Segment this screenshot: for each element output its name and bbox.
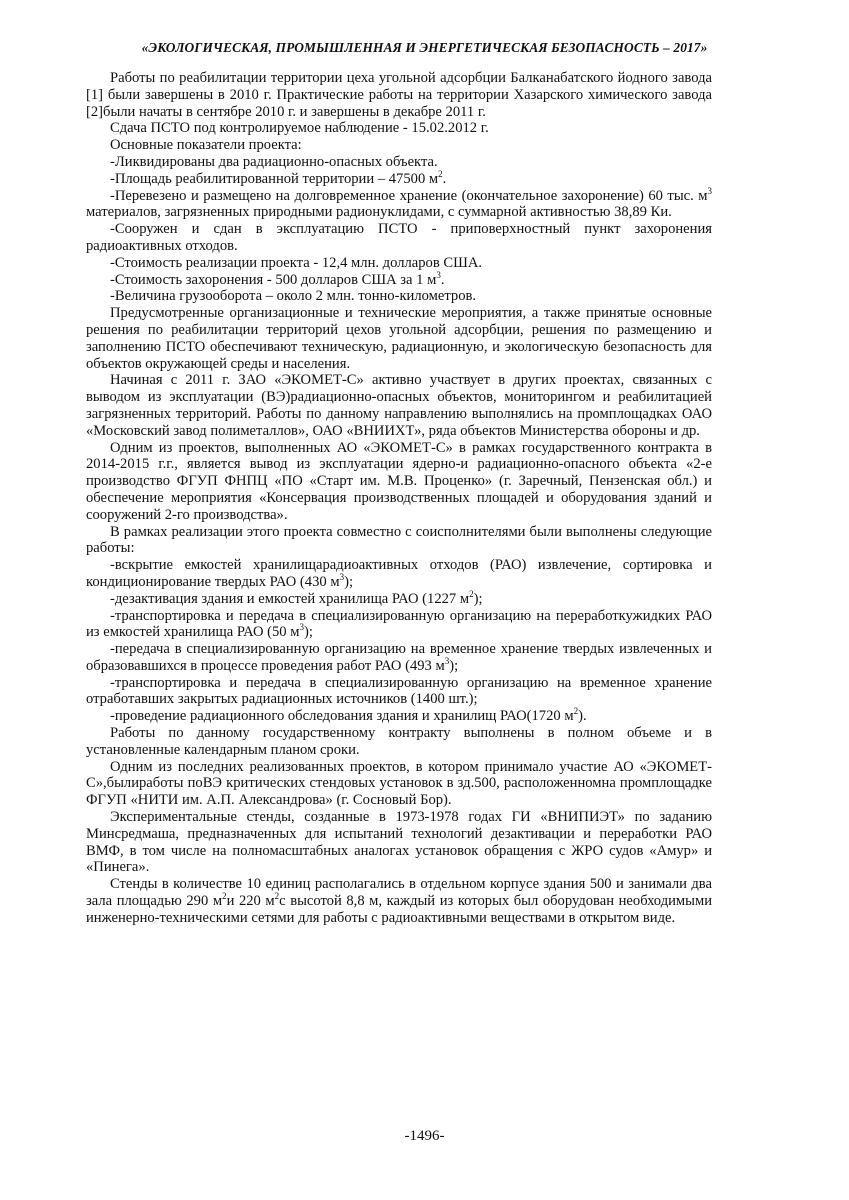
text-run: -Перевезено и размещено на долговременное хранение (окончательное захоронение) 60 тыс. м bbox=[110, 187, 708, 204]
running-header: «ЭКОЛОГИЧЕСКАЯ, ПРОМЫШЛЕННАЯ И ЭНЕРГЕТИЧЕСКАЯ БЕЗОПАСНОСТЬ – 2017» bbox=[141, 40, 708, 55]
superscript: 3 bbox=[444, 656, 450, 667]
paragraph bbox=[86, 557, 712, 591]
text-run: -дезактивация здания и емкостей хранилища РАО (1227 м bbox=[110, 590, 470, 607]
text-run: Стенды в количестве 10 единиц располагались в отдельном корпусе здания 500 и занимали два зала площадью 290 м bbox=[86, 876, 712, 910]
paragraph: -Ликвидированы два радиационно-опасных объекта. bbox=[110, 153, 438, 170]
paragraph bbox=[86, 608, 712, 642]
text-run: материалов, загрязненных природными радионуклидами, с суммарной активностью 38,89 Ки. bbox=[86, 204, 672, 221]
text-run: . bbox=[442, 170, 447, 187]
text-run: ). bbox=[578, 708, 587, 725]
paragraph: Одним из последних реализованных проектов, в котором принимало участие АО «ЭКОМЕТ-С»,былиработы поВЭ критических стендовых установок в зд.500, расположенномна промплощадке ФГУП «НИТИ им. А.П. Александрова» (г. Сосновый Бор). bbox=[86, 758, 712, 809]
paragraph: -Сооружен и сдан в эксплуатацию ПСТО - приповерхностный пункт захоронения радиоактивных отходов. bbox=[86, 221, 712, 254]
paragraph bbox=[86, 269, 712, 289]
text-run: -транспортировка и передача в специализированную организацию на переработкужидких РАО из емкостей хранилища РАО (50 м bbox=[86, 607, 712, 641]
text-run: с высотой 8,8 м, каждый из которых был оборудован необходимыми инженерно-техническими сетями для работы с радиоактивными веществами в открытом виде. bbox=[86, 893, 713, 926]
superscript: 3 bbox=[339, 572, 345, 583]
text-run: -Стоимость захоронения - 500 долларов США за 1 м bbox=[110, 271, 437, 288]
paragraph: В рамках реализации этого проекта совместно с соисполнителями были выполнены следующие работы: bbox=[86, 523, 712, 557]
superscript: 3 bbox=[707, 185, 712, 196]
text-run: ); bbox=[473, 590, 483, 607]
paragraph: -Величина грузооборота – около 2 млн. тонно-километров. bbox=[110, 288, 477, 305]
paragraph: -Стоимость реализации проекта - 12,4 млн. долларов США. bbox=[110, 254, 483, 271]
paragraph: Основные показатели проекта: bbox=[110, 137, 302, 154]
superscript: 2 bbox=[573, 706, 579, 717]
paragraph bbox=[86, 708, 712, 725]
superscript: 3 bbox=[299, 622, 304, 633]
paragraph: Работы по реабилитации территории цеха угольной адсорбции Балканабатского йодного завода [1] были завершены в 2010 г. Практические работы на территории Хазарского химического завода [2]были начаты в сентябре 2010 г. и завершены в декабре 2011 г. bbox=[86, 70, 712, 120]
superscript: 3 bbox=[436, 269, 441, 280]
page-number: -1496- bbox=[404, 1128, 445, 1144]
superscript: 2 bbox=[274, 891, 280, 902]
text-run: -проведение радиационного обследования здания и хранилищ РАО(1720 м bbox=[110, 708, 574, 725]
paragraph bbox=[86, 641, 712, 675]
paragraph: Работы по данному государственному контракту выполнены в полном объеме и в установленные календарным планом сроки. bbox=[86, 725, 712, 758]
paragraph bbox=[86, 168, 712, 188]
text-run: ); bbox=[344, 573, 353, 590]
text-run: и 220 м bbox=[226, 893, 275, 910]
text-run: ); bbox=[449, 657, 459, 674]
paragraph bbox=[86, 876, 712, 926]
paragraph: Начиная с 2011 г. ЗАО «ЭКОМЕТ-С» активно участвует в других проектах, связанных с выводом из эксплуатации (ВЭ)радиационно-опасных объектов, мониторингом и реабилитацией загрязненных территорий. Работы по данному направлению выполнялись на промплощадках ОАО «Московский завод полиметаллов», ОАО «ВНИИХТ», ряда объектов Министерства обороны и др. bbox=[86, 372, 712, 439]
article-body bbox=[86, 70, 712, 927]
text-run: . bbox=[440, 271, 445, 288]
paragraph: Одним из проектов, выполненных АО «ЭКОМЕТ-С» в рамках государственного контракта в 2014-2015 г.г., является вывод из эксплуатации ядерно-и радиационно-опасного объекта «2-е производство ФГУП ФНПЦ «ПО «Старт им. М.В. Проценко» (г. Заречный, Пензенская обл.) и обеспечение мероприятия «Консервация производственных площадей и оборудования зданий и сооружений 2-го производства». bbox=[86, 439, 712, 523]
paragraph: Предусмотренные организационные и технические мероприятия, а также принятые основные решения по реабилитации территорий цехов угольной адсорбции, решения по размещению и заполнению ПСТО обеспечивают техническую, радиационную, и экологическую безопасность для объектов окружающей среды и населения. bbox=[86, 305, 712, 372]
text-run: -вскрытие емкостей хранилищарадиоактивных отходов (РАО) извлечение, сортировка и кондиционирование твердых РАО (430 м bbox=[86, 557, 712, 590]
text-run: -передача в специализированную организацию на временное хранение твердых извлеченных и образовавшихся в процессе проведения работ РАО (493 м bbox=[86, 641, 712, 674]
paragraph: -транспортировка и передача в специализированную организацию на временное хранение отработавших закрытых радиационных источников (1400 шт.); bbox=[86, 674, 712, 708]
paragraph: Экспериментальные стенды, созданные в 1973-1978 годах ГИ «ВНИПИЭТ» по заданию Минсредмаша, предназначенных для испытаний технологий дезактивации и переработки РАО ВМФ, в том числе на полномасштабных аналогах установок обращения с ЖРО судов «Амур» и «Пинега». bbox=[86, 809, 712, 876]
superscript: 2 bbox=[469, 588, 474, 599]
text-run: ); bbox=[303, 624, 313, 641]
paragraph bbox=[86, 588, 712, 608]
paragraph bbox=[86, 185, 712, 222]
paragraph: Сдача ПСТО под контролируемое наблюдение - 15.02.2012 г. bbox=[110, 120, 489, 137]
superscript: 2 bbox=[438, 168, 443, 179]
text-run: -Площадь реабилитированной территории – 47500 м bbox=[110, 170, 439, 187]
superscript: 2 bbox=[222, 891, 227, 902]
